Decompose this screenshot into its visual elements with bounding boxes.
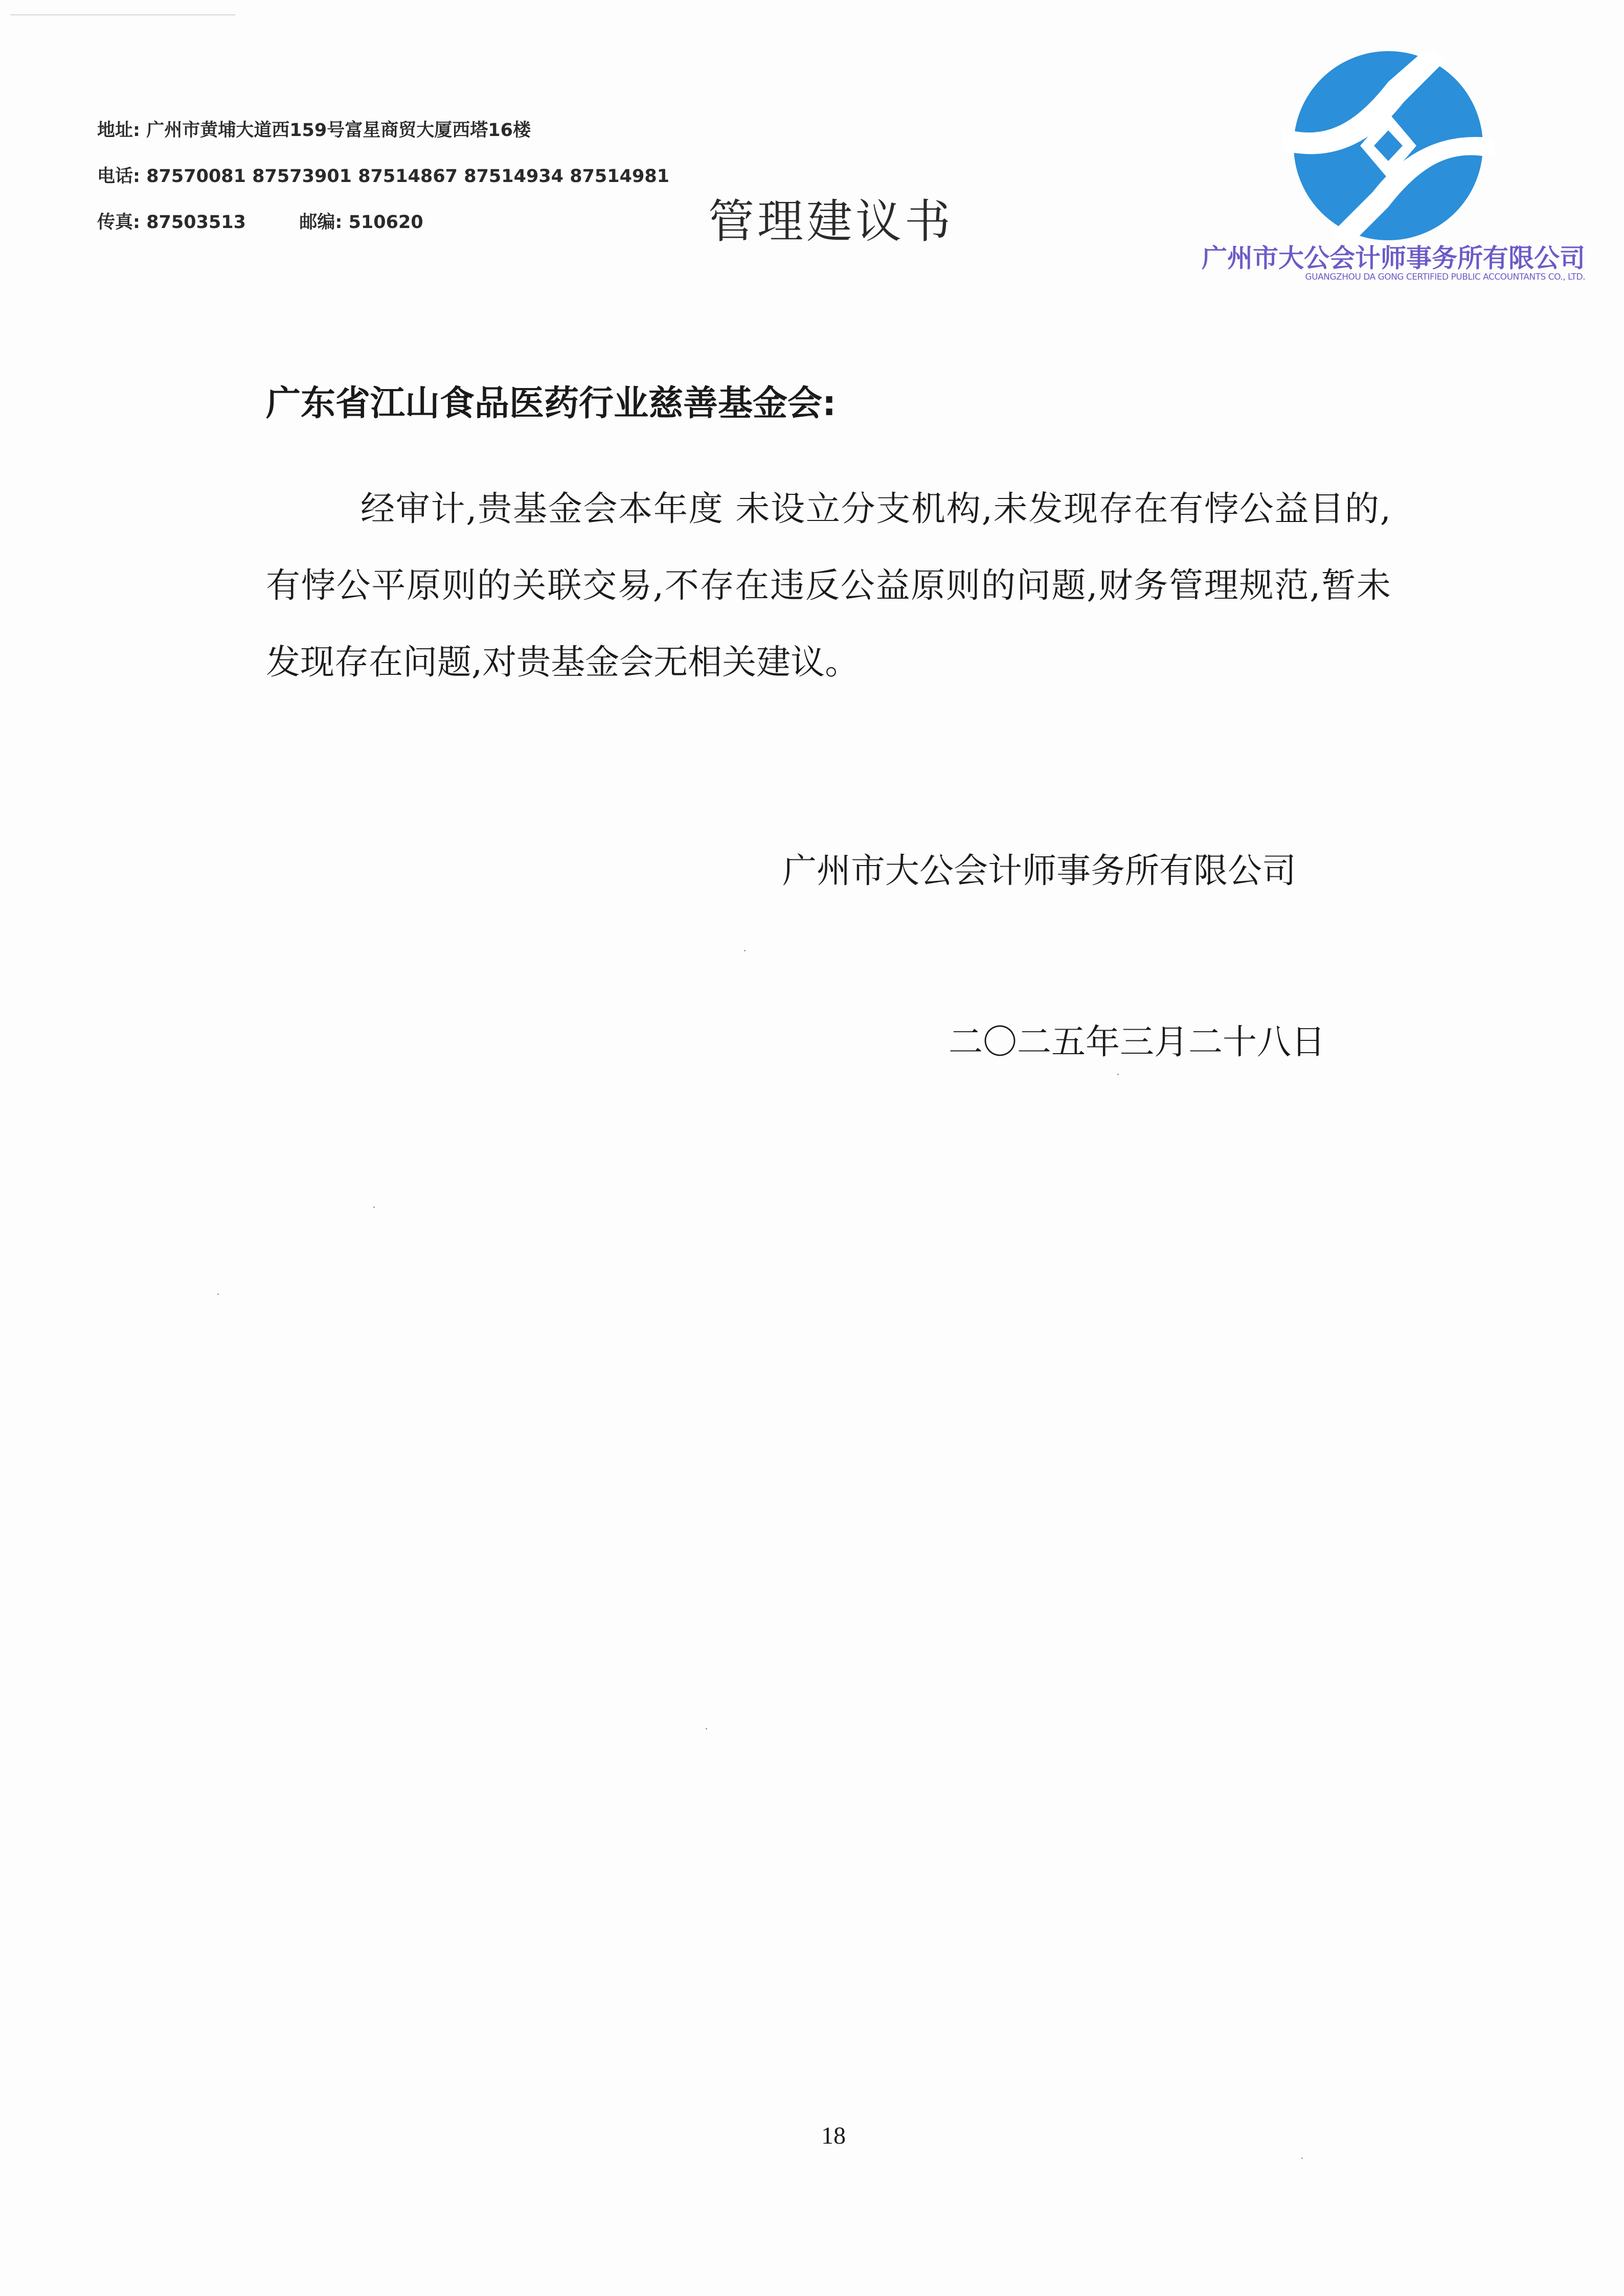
postcode-value: 510620 xyxy=(348,212,423,233)
company-name-cn: 广州市大公会计师事务所有限公司 xyxy=(1202,243,1585,273)
scan-speck xyxy=(706,1728,707,1730)
scan-speck xyxy=(744,950,746,951)
fax-label: 传真: xyxy=(97,212,140,233)
signer-company: 广州市大公会计师事务所有限公司 xyxy=(782,851,1296,891)
letterhead-contact-info xyxy=(97,107,669,245)
signing-date: 二〇二五年三月二十八日 xyxy=(949,1022,1325,1062)
scan-speck xyxy=(1117,1074,1119,1075)
company-logo xyxy=(1197,51,1585,291)
document-title: 管理建议书 xyxy=(708,195,954,248)
address-line xyxy=(97,107,669,153)
address-value: 广州市黄埔大道西159号富星商贸大厦西塔16楼 xyxy=(146,120,531,141)
fax-postcode-line xyxy=(97,199,669,245)
page-number: 18 xyxy=(821,2122,846,2149)
company-logo-icon xyxy=(1276,51,1501,245)
scan-edge-rule xyxy=(10,14,235,15)
phone-values: 87570081 87573901 87514867 87514934 87514981 xyxy=(146,166,670,187)
address-label: 地址: xyxy=(97,120,140,141)
phone-line xyxy=(97,153,669,199)
company-name-en: GUANGZHOU DA GONG CERTIFIED PUBLIC ACCOUNTANTS CO., LTD. xyxy=(1305,272,1585,282)
body-paragraph: 经审计,贵基金会本年度 未设立分支机构,未发现存在有悖公益目的,有悖公平原则的关联交易,不存在违反公益原则的问题,财务管理规范,暂未发现存在问题,对贵基金会无相关建议。 xyxy=(266,489,1391,682)
postcode-label: 邮编: xyxy=(299,212,343,233)
addressee: 广东省江山食品医药行业慈善基金会: xyxy=(266,383,837,424)
scan-speck xyxy=(1301,2157,1303,2159)
scan-speck xyxy=(217,1293,219,1295)
fax-value: 87503513 xyxy=(146,212,246,233)
scan-speck xyxy=(373,1207,375,1208)
phone-label: 电话: xyxy=(97,166,140,187)
